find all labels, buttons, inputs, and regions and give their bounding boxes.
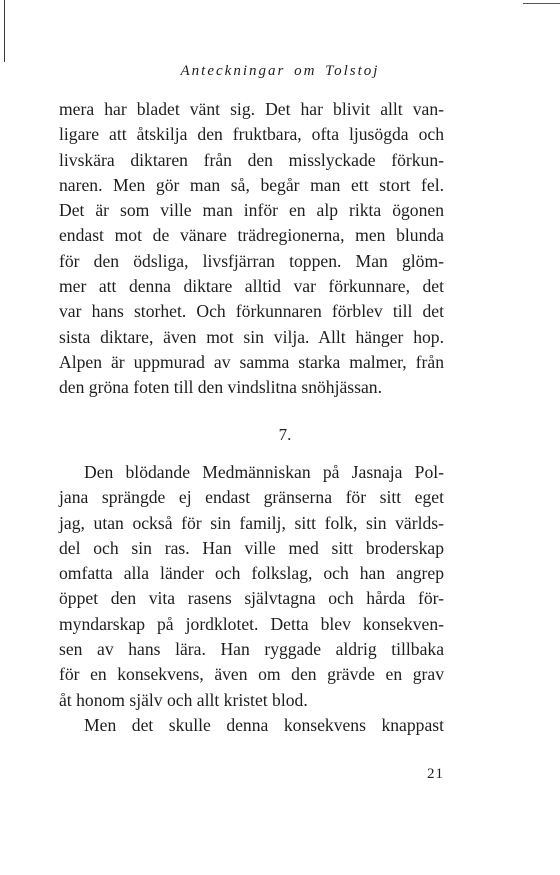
text-line: sista diktare, även mot sin vilja. Allt hänger hop. [59, 326, 444, 347]
text-line: omfatta alla länder och folkslag, och han angrep [59, 563, 444, 584]
section-number: 7. [278, 425, 292, 444]
text-line: Det är som ville man inför en alp rikta ögonen [59, 200, 444, 221]
text-line: mera har bladet vänt sig. Det har blivit allt van- [59, 99, 444, 119]
text-line: endast mot de vänare trädregionerna, men blunda [59, 225, 444, 246]
text-line: för den ödsliga, livsfjärran toppen. Man glöm- [59, 250, 444, 271]
running-title: Anteckningar om Tolstoj [180, 63, 380, 79]
text-line: myndarskap på jordklotet. Detta blev konsekven- [59, 613, 444, 634]
text-line: jana sprängde ej endast gränserna för sitt eget [59, 487, 444, 508]
text-line: Alpen är uppmurad av samma starka malmer, från [59, 351, 444, 372]
text-line: ligare att åtskilja den fruktbara, ofta ljusögda och [59, 124, 444, 145]
scan-edge-line [4, 0, 5, 62]
text-line: Den blödande Medmänniskan på Jasnaja Pol- [84, 462, 444, 482]
text-line: Men det skulle denna konsekvens knappast [84, 714, 444, 735]
text-line: jag, utan också för sin familj, sitt folk, sin världs- [59, 512, 444, 533]
text-line: mer att denna diktare alltid var förkunnare, det [59, 276, 444, 297]
text-line: naren. Men gör man så, begår man ett stort fel. [59, 174, 444, 195]
text-line: livskära diktaren från den misslyckade förkun- [59, 149, 444, 170]
text-line: den gröna foten till den vindslitna snöhjässan. [59, 377, 382, 398]
text-line: del och sin ras. Han ville med sitt broderskap [59, 537, 444, 558]
page-number: 21 [427, 766, 444, 782]
text-line: åt honom själv och allt kristet blod. [59, 689, 308, 710]
text-line: var hans storhet. Och förkunnaren förblev till det [59, 301, 444, 322]
section-paragraph [59, 460, 444, 738]
text-line: för en konsekvens, även om den grävde en grav [59, 664, 444, 685]
scan-corner-line [523, 3, 560, 4]
paragraph-continuation [59, 97, 444, 401]
text-line: öppet den vita rasens självtagna och hårda för- [59, 588, 444, 609]
text-line: sen av hans lära. Han ryggade aldrig tillbaka [59, 639, 444, 660]
